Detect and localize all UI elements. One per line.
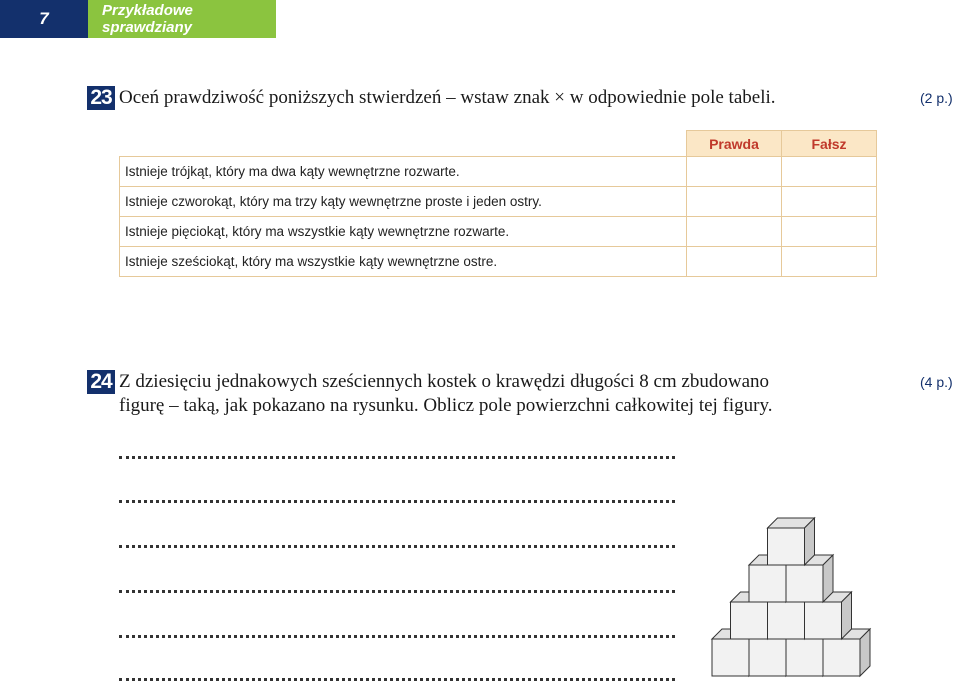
table-header-row	[120, 131, 877, 157]
true-box-3[interactable]	[687, 217, 782, 247]
task-23-prompt: Oceń prawdziwość poniższych stwierdzeń – wstaw znak × w odpowiednie pole tabeli.	[119, 87, 776, 108]
false-box-1[interactable]	[782, 157, 877, 187]
task-23-number: 23	[87, 86, 115, 110]
cube-front-face	[805, 602, 842, 639]
true-false-table	[119, 130, 877, 277]
cube-front-face	[768, 528, 805, 565]
cube-front-face	[768, 602, 805, 639]
page-number: 7	[0, 0, 88, 38]
statement-1: Istnieje trójkąt, który ma dwa kąty wewnętrzne rozwarte.	[120, 157, 687, 187]
column-false-header: Fałsz	[782, 131, 877, 157]
task-23-points: (2 p.)	[920, 90, 953, 106]
table-row	[120, 157, 877, 187]
column-true-header: Prawda	[687, 131, 782, 157]
answer-line-4[interactable]	[119, 590, 675, 593]
answer-line-1[interactable]	[119, 456, 675, 459]
table-row	[120, 187, 877, 217]
true-box-1[interactable]	[687, 157, 782, 187]
statement-4: Istnieje sześciokąt, który ma wszystkie kąty wewnętrzne ostre.	[120, 247, 687, 277]
cube-front-face	[712, 639, 749, 676]
table-row	[120, 247, 877, 277]
task-24-prompt-line-1: Z dziesięciu jednakowych sześciennych kostek o krawędzi długości 8 cm zbudowano	[119, 371, 770, 392]
table-row	[120, 217, 877, 247]
statement-3: Istnieje pięciokąt, który ma wszystkie kąty wewnętrzne rozwarte.	[120, 217, 687, 247]
true-box-4[interactable]	[687, 247, 782, 277]
cube-front-face	[749, 639, 786, 676]
answer-line-3[interactable]	[119, 545, 675, 548]
task-24-number: 24	[87, 370, 115, 394]
false-box-3[interactable]	[782, 217, 877, 247]
false-box-2[interactable]	[782, 187, 877, 217]
cube-front-face	[786, 639, 823, 676]
cube-front-face	[786, 565, 823, 602]
true-box-2[interactable]	[687, 187, 782, 217]
task-24-prompt-line-2: figurę – taką, jak pokazano na rysunku. Oblicz pole powierzchni całkowitej tej figury.	[119, 395, 773, 416]
cube-front-face	[749, 565, 786, 602]
answer-line-5[interactable]	[119, 635, 675, 638]
table-header-blank	[120, 131, 687, 157]
false-box-4[interactable]	[782, 247, 877, 277]
section-title: Przykładowe sprawdziany	[88, 0, 276, 38]
cube-front-face	[731, 602, 768, 639]
answer-line-2[interactable]	[119, 500, 675, 503]
cube-front-face	[823, 639, 860, 676]
cube-pyramid-figure	[705, 478, 885, 678]
task-24-points: (4 p.)	[920, 374, 953, 390]
statement-2: Istnieje czworokąt, który ma trzy kąty wewnętrzne proste i jeden ostry.	[120, 187, 687, 217]
